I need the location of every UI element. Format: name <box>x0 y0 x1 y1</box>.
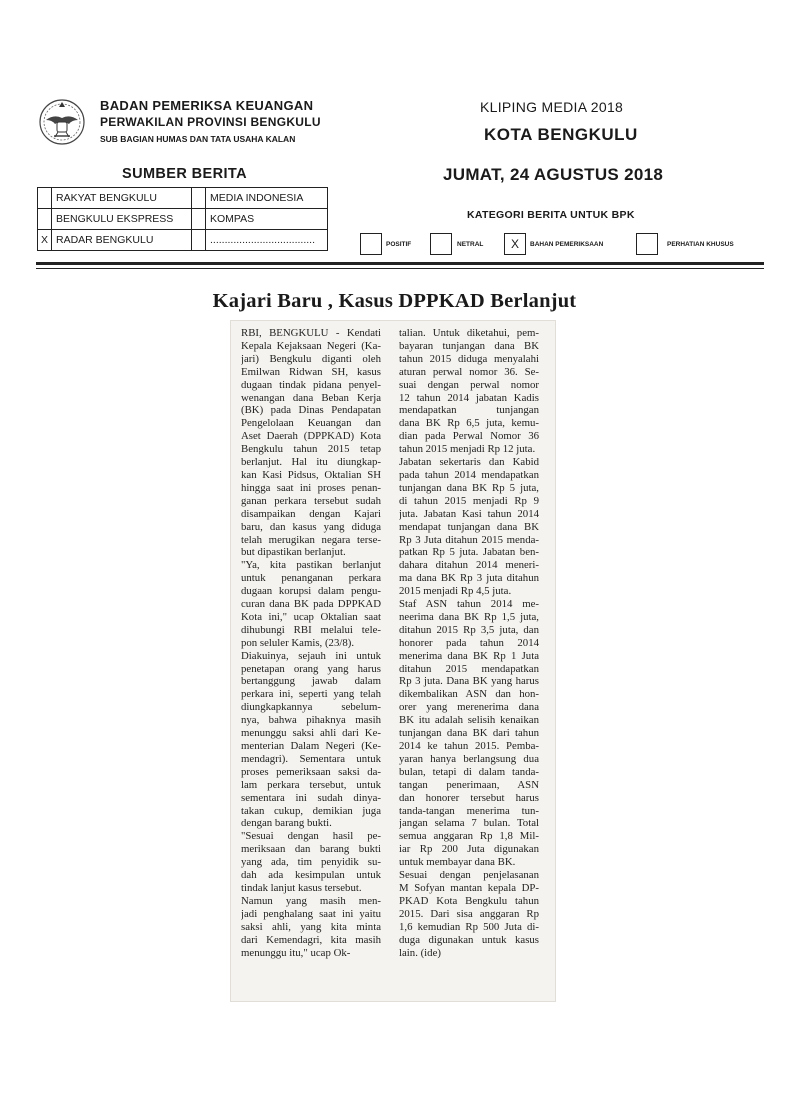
article-line: 12 tahun 2014 jabatan Kadis <box>399 391 539 404</box>
date-heading: JUMAT, 24 AGUSTUS 2018 <box>443 165 664 184</box>
source-row <box>38 230 328 251</box>
article-line: Namun yang masih men- <box>241 894 381 907</box>
article-line: 2015 menjadi Rp 4,5 juta. <box>399 585 512 598</box>
article-line: ditahun 2015 mendapatkan <box>399 662 539 675</box>
article-line: kan Kasi Pidsus, Oktalian SH <box>241 468 381 481</box>
article-line: penetapan orang yang harus <box>241 662 381 675</box>
article-line: Diakuinya, sejauh ini untuk <box>241 649 381 662</box>
article-line: menterian Dalam Negeri (Ke- <box>241 740 381 752</box>
article-line: tahun 2015 diduga menyalahi <box>399 352 539 365</box>
article-line: saksi ahli, yang kita minta <box>241 920 381 933</box>
article-line: suai dengan perwal nomor <box>399 378 539 391</box>
article-column-right <box>399 327 539 959</box>
kategori-checkbox-bahan-pemeriksaan[interactable]: X <box>504 233 526 255</box>
article-line: (BK) pada Dinas Pendapatan <box>241 404 381 417</box>
article-line: Kota ini," ucap Oktalian saat <box>241 610 381 623</box>
article-line: jari) Bengkulu diganti oleh <box>241 352 381 365</box>
source-checkbox[interactable] <box>38 209 52 230</box>
article-line: proses pemeriksaan saksi da- <box>241 765 381 778</box>
article-line: ma dana BK Rp 3 juta ditahun <box>399 572 539 585</box>
source-name: MEDIA INDONESIA <box>206 188 328 209</box>
article-headline: Kajari Baru , Kasus DPPKAD Berlanjut <box>212 290 577 312</box>
source-name: RADAR BENGKULU <box>52 230 192 251</box>
kategori-title: KATEGORI BERITA UNTUK BPK <box>467 209 635 221</box>
article-line: dian pada Perwal Nomor 36 <box>399 430 539 443</box>
article-line: Pengelolaan Keuangan dan <box>241 417 381 430</box>
kategori-label-positif: POSITIF <box>386 241 412 248</box>
divider-thick <box>36 262 764 265</box>
article-line: nya, bahwa pihaknya masih <box>241 714 381 727</box>
kategori-checkbox-netral[interactable] <box>430 233 452 255</box>
article-line: semua anggaran Rp 1,8 Mil- <box>399 830 539 843</box>
article-line: tunjangan dana BK dari tahun <box>399 727 539 740</box>
article-line: yaran hanya berlangsung dua <box>399 752 539 765</box>
org-subdivision: SUB BAGIAN HUMAS DAN TATA USAHA KALAN <box>100 134 296 144</box>
garuda-emblem-icon <box>34 92 90 148</box>
article-line: tahun 2015 menjadi Rp 12 juta. <box>399 443 536 456</box>
article-line: lain. (ide) <box>399 946 441 959</box>
source-row <box>38 188 328 209</box>
article-line: disampaikan dengan Kajari <box>241 507 381 520</box>
article-line: curan dana BK pada DPPKAD <box>241 598 381 611</box>
article-line: untuk membayar dana BK. <box>399 856 516 869</box>
article-line: pada tahun 2014 mendapatkan <box>399 468 539 481</box>
article-line: "Sesuai dengan hasil pe- <box>241 830 381 843</box>
article-line: dengan barang bukti. <box>241 817 332 830</box>
divider-thin <box>36 268 764 269</box>
article-line: Rp 3 juta. Dana BK yang harus <box>399 675 539 688</box>
article-line: Rp 3 Juta ditahun 2015 menda- <box>399 533 539 546</box>
kategori-row <box>360 233 760 255</box>
article-line: perkara ini, seperti yang telah <box>241 688 381 701</box>
article-line: dugaan tindak pidana penyel- <box>241 378 381 391</box>
article-line: M Sofyan mantan kepala DP- <box>399 881 539 894</box>
article-line: tanda-tangan menerima tun- <box>399 804 539 817</box>
article-line: tindak lanjut kasus tersebut. <box>241 881 362 894</box>
source-name: .................................... <box>206 230 328 251</box>
article-line: baru, dan kasus yang diduga <box>241 520 381 533</box>
article-line: bulan, tetapi di dalam tanda- <box>399 765 539 778</box>
article-line: Jabatan sekertaris dan Kabid <box>399 456 539 469</box>
article-line: RBI, BENGKULU - Kendati <box>241 327 381 339</box>
kliping-title: KLIPING MEDIA 2018 <box>480 99 624 115</box>
article-line: Aset Daerah (DPPKAD) Kota <box>241 430 381 443</box>
article-line: bayaran tunjangan dana BK <box>399 339 539 352</box>
kategori-checkbox-positif[interactable] <box>360 233 382 255</box>
kategori-label-bahan-pemeriksaan: BAHAN PEMERIKSAAN <box>530 241 604 248</box>
article-line: ganan perkara tersebut sudah <box>241 494 381 507</box>
kategori-label-perhatian-khusus: PERHATIAN KHUSUS <box>667 241 734 248</box>
article-line: Kepala Kejaksaan Negeri (Ka- <box>241 339 381 352</box>
article-line: menunggu itu," ucap Ok- <box>241 946 351 959</box>
article-line: Emilwan Ridwan SH, kasus <box>241 365 381 378</box>
article-line: mendapatkan tunjangan <box>399 404 539 417</box>
article-line: talian. Untuk diketahui, pem- <box>399 327 539 339</box>
article-line: iar Rp 200 Juta digunakan <box>399 843 539 856</box>
article-column-left <box>241 327 381 959</box>
article-line: 2015. Dari sisa anggaran Rp <box>399 907 539 920</box>
kategori-label-netral: NETRAL <box>457 241 484 248</box>
kategori-checkbox-perhatian-khusus[interactable] <box>636 233 658 255</box>
article-line: neerima dana BK Rp 1,5 juta, <box>399 610 539 623</box>
article-line: dihubungi RBI melalui tele- <box>241 623 381 636</box>
article-line: dari Kemendagri, kita masih <box>241 933 381 946</box>
article-line: orer yang merenerima dana <box>399 701 539 714</box>
article-line: takan cukup, demikian juga <box>241 804 381 817</box>
article-line: mendagri). Sementara untuk <box>241 752 381 765</box>
article-line: juta. Jabatan Kasi tahun 2014 <box>399 507 539 520</box>
source-name: KOMPAS <box>206 209 328 230</box>
news-clipping <box>230 320 556 1002</box>
source-name: RAKYAT BENGKULU <box>52 188 192 209</box>
article-line: honorer pada tahun 2014 <box>399 636 539 649</box>
article-line: Sesuai dengan penjelasanan <box>399 869 539 882</box>
article-line: tunjangan dana BK Rp 5 juta, <box>399 481 539 494</box>
article-line: lam perkara tersebut, untuk <box>241 778 381 791</box>
article-line: telah merugikan negara terse- <box>241 533 381 546</box>
article-line: Bengkulu tahun 2015 tetap <box>241 443 381 456</box>
article-line: jadi penghalang saat ini yaitu <box>241 907 381 920</box>
article-line: untuk penanganan perkara <box>241 572 381 585</box>
article-line: hingga saat ini proses penan- <box>241 481 381 494</box>
article-line: Staf ASN tahun 2014 me- <box>399 598 539 611</box>
article-line: wenangan dana Beban Kerja <box>241 391 381 404</box>
city-title: KOTA BENGKULU <box>484 125 638 144</box>
article-line: yang ada, tim penyidik su- <box>241 856 381 869</box>
sumber-berita-title: SUMBER BERITA <box>122 166 247 182</box>
article-line: but dipastikan berlanjut. <box>241 546 346 559</box>
article-line: diungkapkannya sebelum- <box>241 701 381 714</box>
article-line: dugaan korupsi dalam pengu- <box>241 585 381 598</box>
article-line: berlanjut. Hal itu diungkap- <box>241 456 381 469</box>
article-line: PKAD Kota Bengkulu tahun <box>399 894 539 907</box>
article-line: dah ada kesimpulan untuk <box>241 869 381 882</box>
article-line: pon seluler Kamis, (23/8). <box>241 636 355 649</box>
article-line: jangan selama 7 bulan. Total <box>399 817 539 830</box>
article-line: sementara ini sudah dinya- <box>241 791 381 804</box>
source-table <box>37 187 328 251</box>
article-line: menunggu saksi ahli dari Ke- <box>241 727 381 740</box>
article-line: dikembalikan ASN dan hon- <box>399 688 539 701</box>
article-line: patkan Rp 5 juta. Jabatan ben- <box>399 546 539 559</box>
article-line: "Ya, kita pastikan berlanjut <box>241 559 381 572</box>
article-line: 2014 ke tahun 2015. Pemba- <box>399 740 539 752</box>
source-checkbox[interactable]: X <box>38 230 52 251</box>
article-line: mendapat tunjangan dana BK <box>399 520 539 533</box>
article-line: aturan perwal nomor 36. Se- <box>399 365 539 378</box>
source-checkbox[interactable] <box>192 188 206 209</box>
article-line: dahara ditahun 2014 meneri- <box>399 559 539 572</box>
source-checkbox[interactable] <box>38 188 52 209</box>
article-line: tangan penerimaan, ASN <box>399 778 539 791</box>
source-name: BENGKULU EKSPRESS <box>52 209 192 230</box>
article-line: duga digunakan untuk kasus <box>399 933 539 946</box>
article-line: di tahun 2015 menjadi Rp 9 <box>399 494 539 507</box>
article-line: meriksaan dan barang bukti <box>241 843 381 856</box>
article-line: ditahun 2015 Rp 3,5 juta, dan <box>399 623 539 636</box>
article-line: dan honorer tersebut harus <box>399 791 539 804</box>
source-checkbox[interactable] <box>192 230 206 251</box>
article-line: BK itu adalah selisih kenaikan <box>399 714 539 727</box>
org-branch: PERWAKILAN PROVINSI BENGKULU <box>100 115 321 129</box>
article-line: bertanggung jawab dalam <box>241 675 381 688</box>
article-line: dana BK Rp 6,5 juta, kemu- <box>399 417 539 430</box>
source-checkbox[interactable] <box>192 209 206 230</box>
article-line: menerima dana BK Rp 1 Juta <box>399 649 539 662</box>
article-line: 1,6 kemudian Rp 500 Juta di- <box>399 920 539 933</box>
org-name: BADAN PEMERIKSA KEUANGAN <box>100 98 314 113</box>
source-row <box>38 209 328 230</box>
